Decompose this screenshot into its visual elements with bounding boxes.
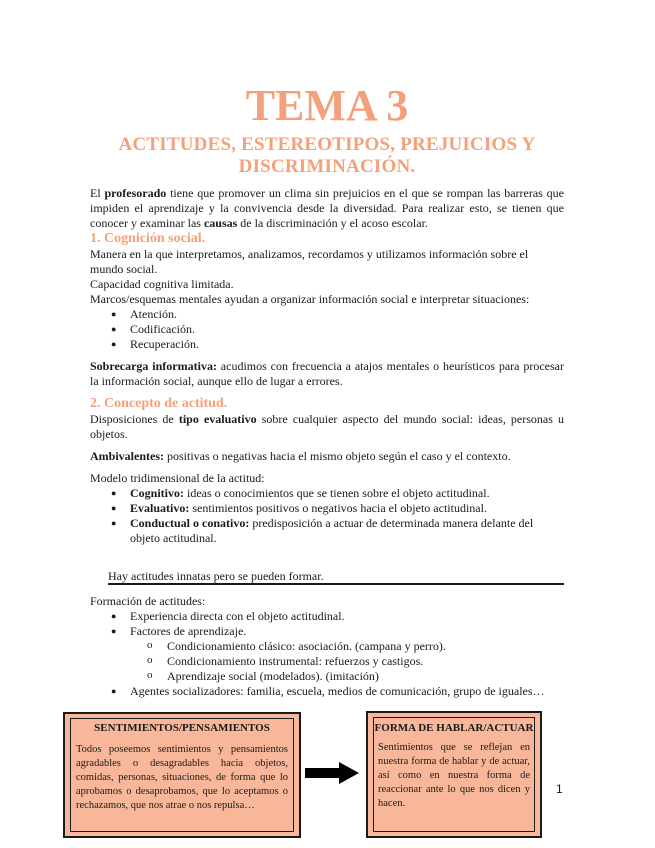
list-item: ● Factores de aprendizaje. <box>90 624 564 639</box>
list-item: o Condicionamiento instrumental: refuerzos y castigos. <box>90 654 564 669</box>
box-frame <box>70 718 294 832</box>
page-number: 1 <box>556 782 563 796</box>
ambivalentes-paragraph: Ambivalentes: positivas o negativas hacia el mismo objeto según el caso y el contexto. <box>90 449 511 463</box>
formacion-heading: Formación de actitudes: <box>90 594 206 608</box>
box-frame <box>373 717 535 832</box>
divider <box>108 583 564 585</box>
section-heading-actitud: 2. Concepto de actitud. <box>90 396 228 411</box>
bullet-list <box>90 486 564 546</box>
bullet-list <box>90 684 564 699</box>
page-subtitle: ACTITUDES, ESTEREOTIPOS, PREJUICIOS Y DISCRIMINACIÓN. <box>118 134 536 177</box>
list-item: ● Experiencia directa con el objeto actitudinal. <box>90 609 564 624</box>
section-heading-cognicion: 1. Cognición social. <box>90 231 206 246</box>
disposiciones-paragraph: Disposiciones de tipo evaluativo sobre cualquier aspecto del mundo social: ideas, personas u objetos. <box>90 412 564 441</box>
list-item: ● Codificación. <box>90 322 564 337</box>
sentimientos-box <box>63 712 301 838</box>
list-item: o Aprendizaje social (modelados). (imitación) <box>90 669 564 684</box>
list-item: o Condicionamiento clásico: asociación. (campana y perro). <box>90 639 564 654</box>
page-title: TEMA 3 <box>245 81 409 130</box>
bullet-list <box>90 609 564 639</box>
box-text: Sentimientos que se reflejan en nuestra forma de hablar y de actuar, así como en nuestra forma de reaccionar ante lo que nos dicen y hacen. <box>378 742 530 809</box>
paragraph: Capacidad cognitiva limitada. <box>90 277 234 291</box>
box-title: SENTIMIENTOS/PENSAMIENTOS <box>94 722 270 734</box>
modelo-paragraph: Modelo tridimensional de la actitud: <box>90 471 265 485</box>
list-item: ● Cognitivo: ideas o conocimientos que se tienen sobre el objeto actitudinal. <box>90 486 564 501</box>
box-text: Todos poseemos sentimientos y pensamientos agradables o desagradables hacia objetos, comidas, personas, situaciones, de forma que lo aprobamos o desaprobamos, que lo aceptamos o rechazamos, que nos atrae o nos repulsa… <box>76 744 288 811</box>
document-body <box>90 80 564 546</box>
sobrecarga-paragraph: Sobrecarga informativa: acudimos con frecuencia a atajos mentales o heurísticos para procesar la información social, aunque ello de lugar a errores. <box>90 359 564 388</box>
list-item: ● Agentes socializadores: familia, escuela, medios de comunicación, grupo de iguales… <box>90 684 564 699</box>
list-item: ● Atención. <box>90 307 564 322</box>
intro-paragraph: El profesorado tiene que promover un clima sin prejuicios en el que se rompan las barreras que impiden el aprendizaje y la convivencia desde la diversidad. Para realizar esto, se tienen que conocer y examinar las causas de la discriminación y el acoso escolar. <box>90 186 564 230</box>
list-item: ● Conductual o conativo: predisposición a actuar de determinada manera delante del objeto actitudinal. <box>90 516 564 546</box>
arrow-right-icon <box>305 762 359 784</box>
list-item: ● Recuperación. <box>90 337 564 352</box>
paragraph: Manera en la que interpretamos, analizamos, recordamos y utilizamos información sobre el mundo social. <box>90 247 529 276</box>
paragraph: Marcos/esquemas mentales ayudan a organizar información social e interpretar situaciones: <box>90 292 530 306</box>
box-title: FORMA DE HABLAR/ACTUAR <box>374 722 534 734</box>
formacion-section <box>90 594 564 699</box>
bullet-list <box>90 307 564 352</box>
forma-hablar-box <box>366 711 542 838</box>
sub-list <box>90 639 564 684</box>
list-item: ● Evaluativo: sentimientos positivos o negativos hacia el objeto actitudinal. <box>90 501 564 516</box>
innatas-line: Hay actitudes innatas pero se pueden formar. <box>108 569 324 583</box>
